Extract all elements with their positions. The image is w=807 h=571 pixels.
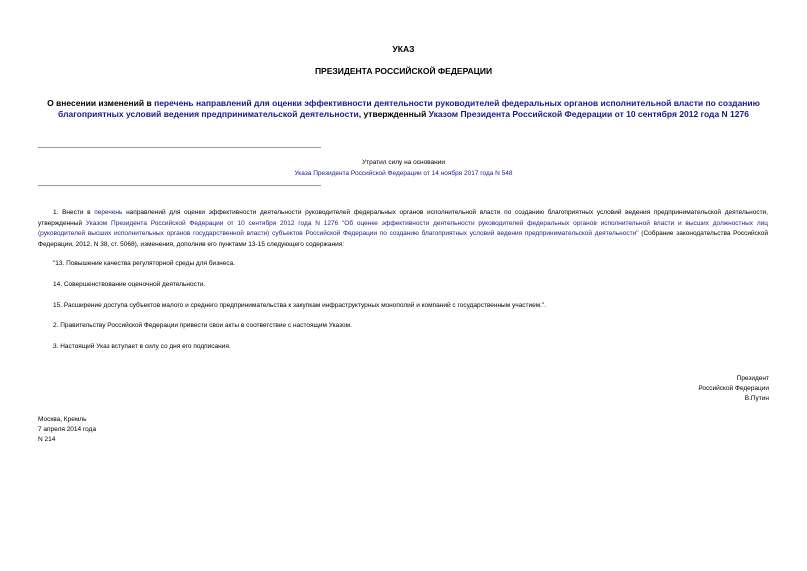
paragraph-item-15: 15. Расширение доступа субъектов малого и среднего предпринимательства к закупкам инфраструктурных монополий и компаний с государственным участием.". — [53, 302, 547, 309]
paragraph-item-14: 14. Совершенствование оценочной деятельности. — [53, 281, 206, 288]
p1-link-list[interactable]: перечень — [94, 209, 123, 216]
divider-bottom — [38, 185, 321, 186]
signature-title: Президент — [736, 375, 769, 382]
signature-country: Российской Федерации — [698, 385, 769, 392]
title-link-list[interactable]: перечень направлений для оценки эффективности деятельности руководителей федеральных органов исполнительной власти по созданию благоприятных условий ведения предпринимательской деятельности — [58, 98, 760, 119]
decree-heading: УКАЗ — [392, 44, 415, 54]
p1-text-1: 1. Внести в — [53, 209, 95, 216]
footer-date: 7 апреля 2014 года — [38, 426, 97, 433]
paragraph-1 — [38, 208, 768, 250]
decree-issuer: ПРЕЗИДЕНТА РОССИЙСКОЙ ФЕДЕРАЦИИ — [314, 66, 493, 76]
paragraph-3: 3. Настоящий Указ вступает в силу со дня его подписания. — [53, 343, 231, 350]
title-link-decree[interactable]: Указом Президента Российской Федерации от 10 сентября 2012 года N 1276 — [428, 109, 749, 119]
paragraph-2: 2. Правительству Российской Федерации привести свои акты в соответствие с настоящим Указом. — [53, 322, 352, 329]
document-title — [38, 98, 769, 120]
p1-text-2: направлений для оценки эффективности деятельности руководителей федеральных органов исполнительной власти по созданию благоприятных условий ведения предпринимательской деятельности, утвержденный — [38, 209, 768, 227]
footer-number: N 214 — [38, 436, 56, 443]
title-text-1: О внесении изменений в — [47, 98, 155, 108]
divider-top — [38, 147, 321, 148]
lost-force-note: Утратил силу на основании — [361, 159, 446, 166]
footer-place: Москва, Кремль — [38, 416, 87, 423]
paragraph-item-13: "13. Повышение качества регуляторной среды для бизнеса. — [53, 260, 236, 267]
lost-force-link[interactable]: Указа Президента Российской Федерации от 14 ноября 2017 года N 548 — [294, 170, 513, 177]
p1-text-3: (Собрание законодательства Российской Федерации, 2012, N 38, ст. 5068), изменения, дополнив его пунктами 13-15 следующего содержания: — [38, 230, 768, 248]
title-text-2: , утвержденный — [358, 109, 429, 119]
p1-link-decree[interactable]: Указом Президента Российской Федерации от 10 сентября 2012 года N 1276 "Об оценке эффективности деятельности руководителей федеральных органов исполнительной власти и высших должностных лиц (руководителей высших исполнительных органов государственной власти) субъектов Российской Федерации по созданию благоприятных условий ведения предпринимательской деятельности" — [38, 219, 768, 237]
signature-name: В.Путин — [744, 395, 769, 402]
